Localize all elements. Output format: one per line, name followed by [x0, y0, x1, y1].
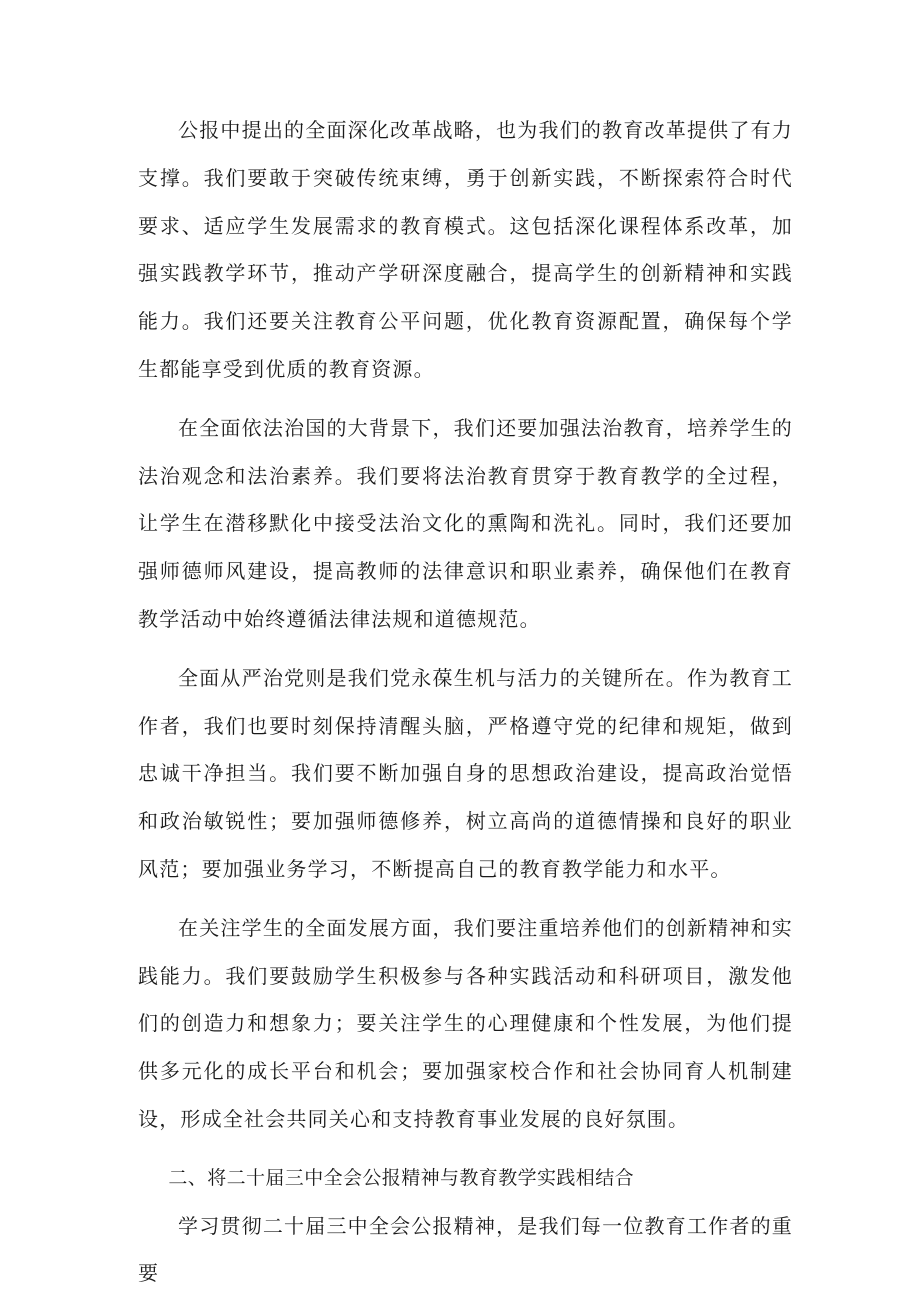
paragraph-rule-of-law: 在全面依法治国的大背景下，我们还要加强法治教育，培养学生的法治观念和法治素养。我们要将法治教育贯穿于教育教学的全过程，让学生在潜移默化中接受法治文化的熏陶和洗礼。同时，我们还要加强师德师风建设，提高教师的法律意识和职业素养，确保他们在教育教学活动中始终遵循法律法规和道德规范。: [138, 415, 793, 631]
paragraph-closing: 学习贯彻二十届三中全会公报精神，是我们每一位教育工作者的重要: [138, 1213, 793, 1286]
paragraph-party-governance: 全面从严治党则是我们党永葆生机与活力的关键所在。作为教育工作者，我们也要时刻保持清醒头脑，严格遵守党的纪律和规矩，做到忠诚干净担当。我们要不断加强自身的思想政治建设，提高政治觉悟和政治敏锐性；要加强师德修养，树立高尚的道德情操和良好的职业风范；要加强业务学习，不断提高自己的教育教学能力和水平。: [138, 665, 793, 881]
document-page: [138, 107, 793, 1298]
paragraph-deepening-reform: 公报中提出的全面深化改革战略，也为我们的教育改革提供了有力支撑。我们要敢于突破传统束缚，勇于创新实践，不断探索符合时代要求、适应学生发展需求的教育模式。这包括深化课程体系改革，加强实践教学环节，推动产学研深度融合，提高学生的创新精神和实践能力。我们还要关注教育公平问题，优化教育资源配置，确保每个学生都能享受到优质的教育资源。: [138, 118, 793, 381]
paragraph-student-development: 在关注学生的全面发展方面，我们要注重培养他们的创新精神和实践能力。我们要鼓励学生积极参与各种实践活动和科研项目，激发他们的创造力和想象力；要关注学生的心理健康和个性发展，为他们提供多元化的成长平台和机会；要加强家校合作和社会协同育人机制建设，形成全社会共同关心和支持教育事业发展的良好氛围。: [138, 915, 793, 1131]
section-heading: 二、将二十届三中全会公报精神与教育教学实践相结合: [168, 1166, 634, 1189]
